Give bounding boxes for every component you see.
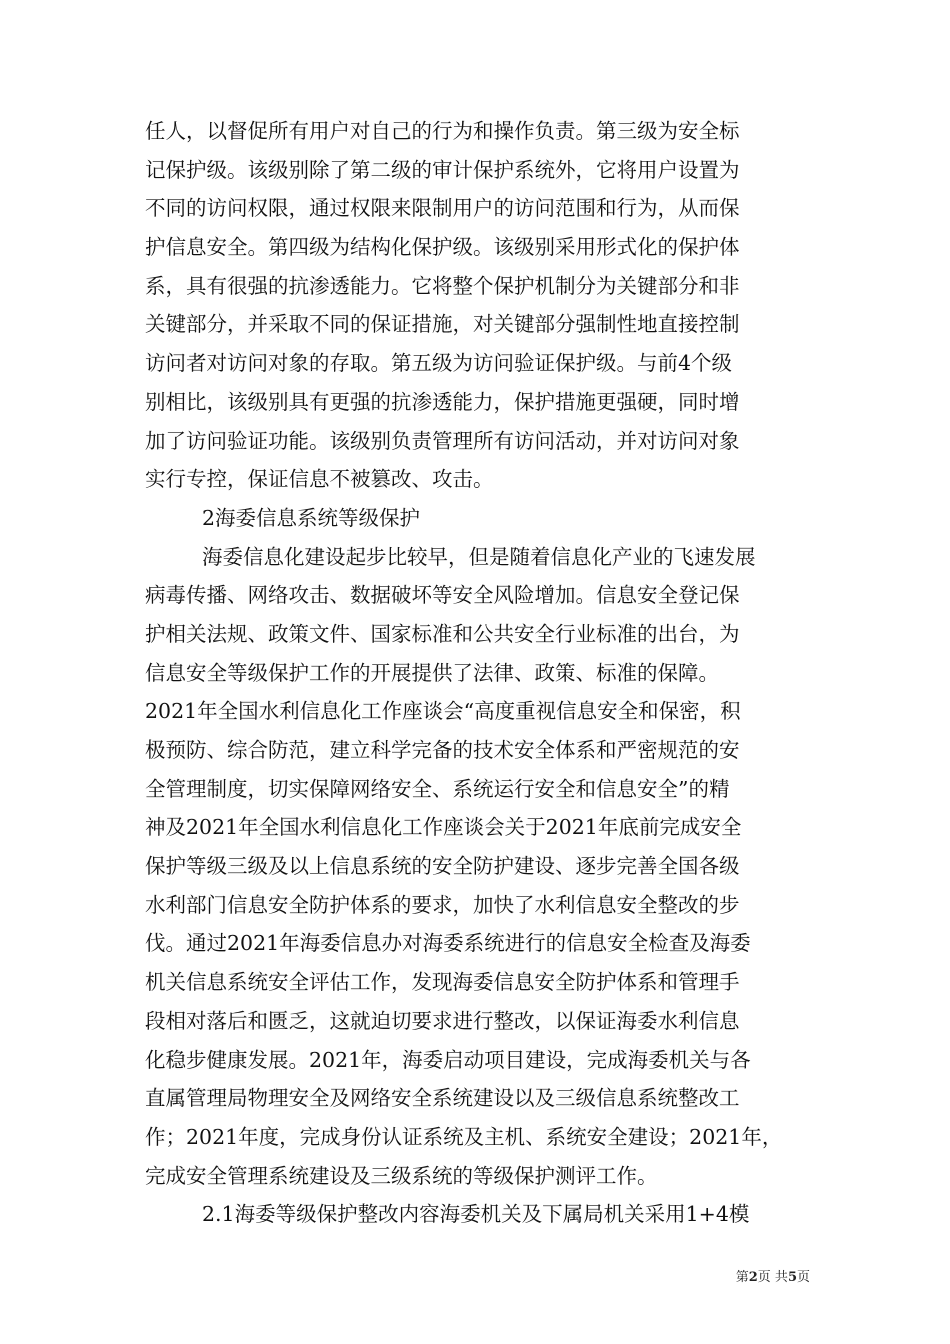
text-line: 段相对落后和匮乏，这就迫切要求进行整改，以保证海委水利信息 [145,1008,740,1033]
page-footer [700,1266,810,1285]
text-line: 化稳步健康发展。2021年，海委启动项目建设，完成海委机关与各 [145,1047,751,1072]
text-line: 作；2021年度，完成身份认证系统及主机、系统安全建设；2021年， [145,1124,783,1149]
text-line: 系，具有很强的抗渗透能力。它将整个保护机制分为关键部分和非 [145,273,740,298]
text-line: 关键部分，并采取不同的保证措施，对关键部分强制性地直接控制 [145,312,740,337]
text-line: 护信息安全。第四级为结构化保护级。该级别采用形式化的保护体 [145,235,740,260]
text-line: 护相关法规、政策文件、国家标准和公共安全行业标准的出台，为 [145,621,740,646]
text-line: 海委信息化建设起步比较早，但是随着信息化产业的飞速发展 [202,544,756,569]
text-line: 别相比，该级别具有更强的抗渗透能力，保护措施更强硬，同时增 [145,389,740,414]
footer-prefix: 第 [735,1270,749,1285]
current-page-number: 2 [748,1270,758,1285]
footer-suffix: 页 [796,1270,810,1285]
text-line: 伐。通过2021年海委信息办对海委系统进行的信息安全检查及海委 [145,931,751,956]
text-line: 直属管理局物理安全及网络安全系统建设以及三级信息系统整改工 [145,1086,740,1111]
subsection-heading: 2.1海委等级保护整改内容海委机关及下属局机关采用1+4模 [202,1202,750,1227]
section-heading: 2海委信息系统等级保护 [202,505,421,530]
text-line: 全管理制度，切实保障网络安全、系统运行安全和信息安全”的精 [145,776,730,801]
text-line: 2021年全国水利信息化工作座谈会“高度重视信息安全和保密，积 [145,699,741,724]
text-line: 完成安全管理系统建设及三级系统的等级保护测评工作。 [145,1163,658,1188]
text-line: 机关信息系统安全评估工作，发现海委信息安全防护体系和管理手 [145,970,740,995]
text-line: 加了访问验证功能。该级别负责管理所有访问活动，并对访问对象 [145,428,740,453]
body-text [145,112,815,1234]
text-line: 任人，以督促所有用户对自己的行为和操作负责。第三级为安全标 [145,119,740,143]
text-line: 神及2021年全国水利信息化工作座谈会关于2021年底前完成安全 [145,815,742,840]
text-line: 极预防、综合防范，建立科学完备的技术安全体系和严密规范的安 [145,738,740,762]
text-line: 信息安全等级保护工作的开展提供了法律、政策、标准的保障。 [145,660,719,685]
text-line: 记保护级。该级别除了第二级的审计保护系统外，它将用户设置为 [145,157,740,182]
text-line: 水利部门信息安全防护体系的要求，加快了水利信息安全整改的步 [145,892,740,917]
footer-middle: 页 共 [757,1270,788,1285]
text-line: 保护等级三级及以上信息系统的安全防护建设、逐步完善全国各级 [145,854,740,879]
total-page-number: 5 [787,1270,797,1285]
text-line: 病毒传播、网络攻击、数据破坏等安全风险增加。信息安全登记保 [145,583,740,608]
text-line: 实行专控，保证信息不被篡改、攻击。 [145,467,494,492]
text-line: 不同的访问权限，通过权限来限制用户的访问范围和行为，从而保 [145,196,740,221]
text-line: 访问者对访问对象的存取。第五级为访问验证保护级。与前4个级 [145,351,733,376]
